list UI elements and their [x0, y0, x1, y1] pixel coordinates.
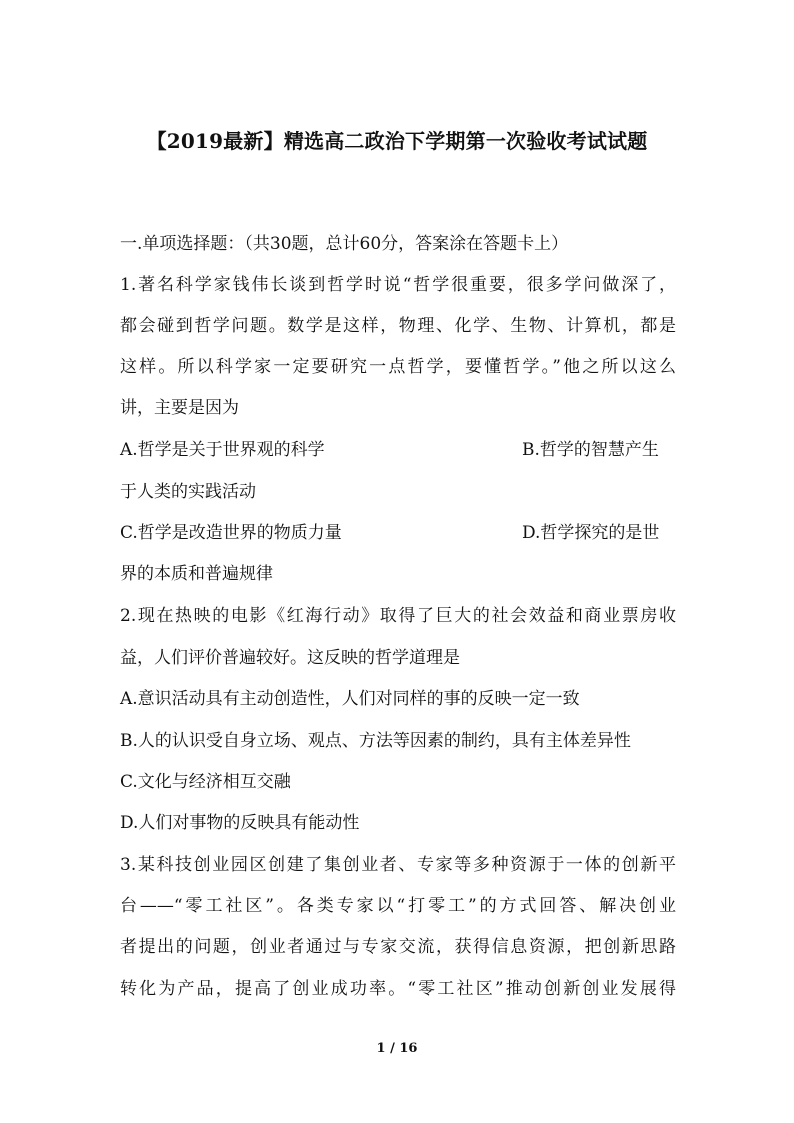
question-1-option-b: B.哲学的智慧产生 — [522, 440, 659, 460]
question-1-line-1: 1.著名科学家钱伟长谈到哲学时说“哲学很重要，很多学问做深了， — [120, 275, 676, 295]
question-1-line-3: 这样。所以科学家一定要研究一点哲学，要懂哲学。”他之所以这么 — [120, 357, 676, 377]
document-title: 【2019最新】精选高二政治下学期第一次验收考试试题 — [146, 129, 648, 153]
question-2-option-a: A.意识活动具有主动创造性，人们对同样的事的反映一定一致 — [120, 689, 580, 709]
question-2-option-d: D.人们对事物的反映具有能动性 — [120, 813, 360, 833]
question-3-line-1: 3.某科技创业园区创建了集创业者、专家等多种资源于一体的创新平 — [120, 855, 676, 875]
question-1-option-b-cont: 于人类的实践活动 — [120, 482, 256, 502]
question-2-option-c: C.文化与经济相互交融 — [120, 772, 291, 792]
question-3-line-2: 台——“零工社区”。各类专家以“打零工”的方式回答、解决创业 — [120, 896, 676, 916]
section-heading: 一.单项选择题：（共30题，总计60分，答案涂在答题卡上） — [120, 234, 569, 254]
question-3-line-4: 转化为产品，提高了创业成功率。“零工社区”推动创新创业发展得 — [120, 979, 676, 999]
question-2-line-1: 2.现在热映的电影《红海行动》取得了巨大的社会效益和商业票房收 — [120, 606, 676, 626]
question-3-line-3: 者提出的问题，创业者通过与专家交流，获得信息资源，把创新思路 — [120, 937, 676, 957]
question-1-line-2: 都会碰到哲学问题。数学是这样，物理、化学、生物、计算机，都是 — [120, 316, 676, 336]
question-2-line-2: 益，人们评价普遍较好。这反映的哲学道理是 — [120, 648, 460, 668]
question-1-option-c: C.哲学是改造世界的物质力量 — [120, 523, 342, 543]
question-2-option-b: B.人的认识受自身立场、观点、方法等因素的制约，具有主体差异性 — [120, 731, 631, 751]
question-1-option-d: D.哲学探究的是世 — [522, 523, 660, 543]
question-1-line-4: 讲，主要是因为 — [120, 398, 239, 418]
page-number: 1 / 16 — [376, 1041, 418, 1056]
question-1-option-d-cont: 界的本质和普遍规律 — [120, 564, 273, 584]
question-1-option-a: A.哲学是关于世界观的科学 — [120, 440, 325, 460]
